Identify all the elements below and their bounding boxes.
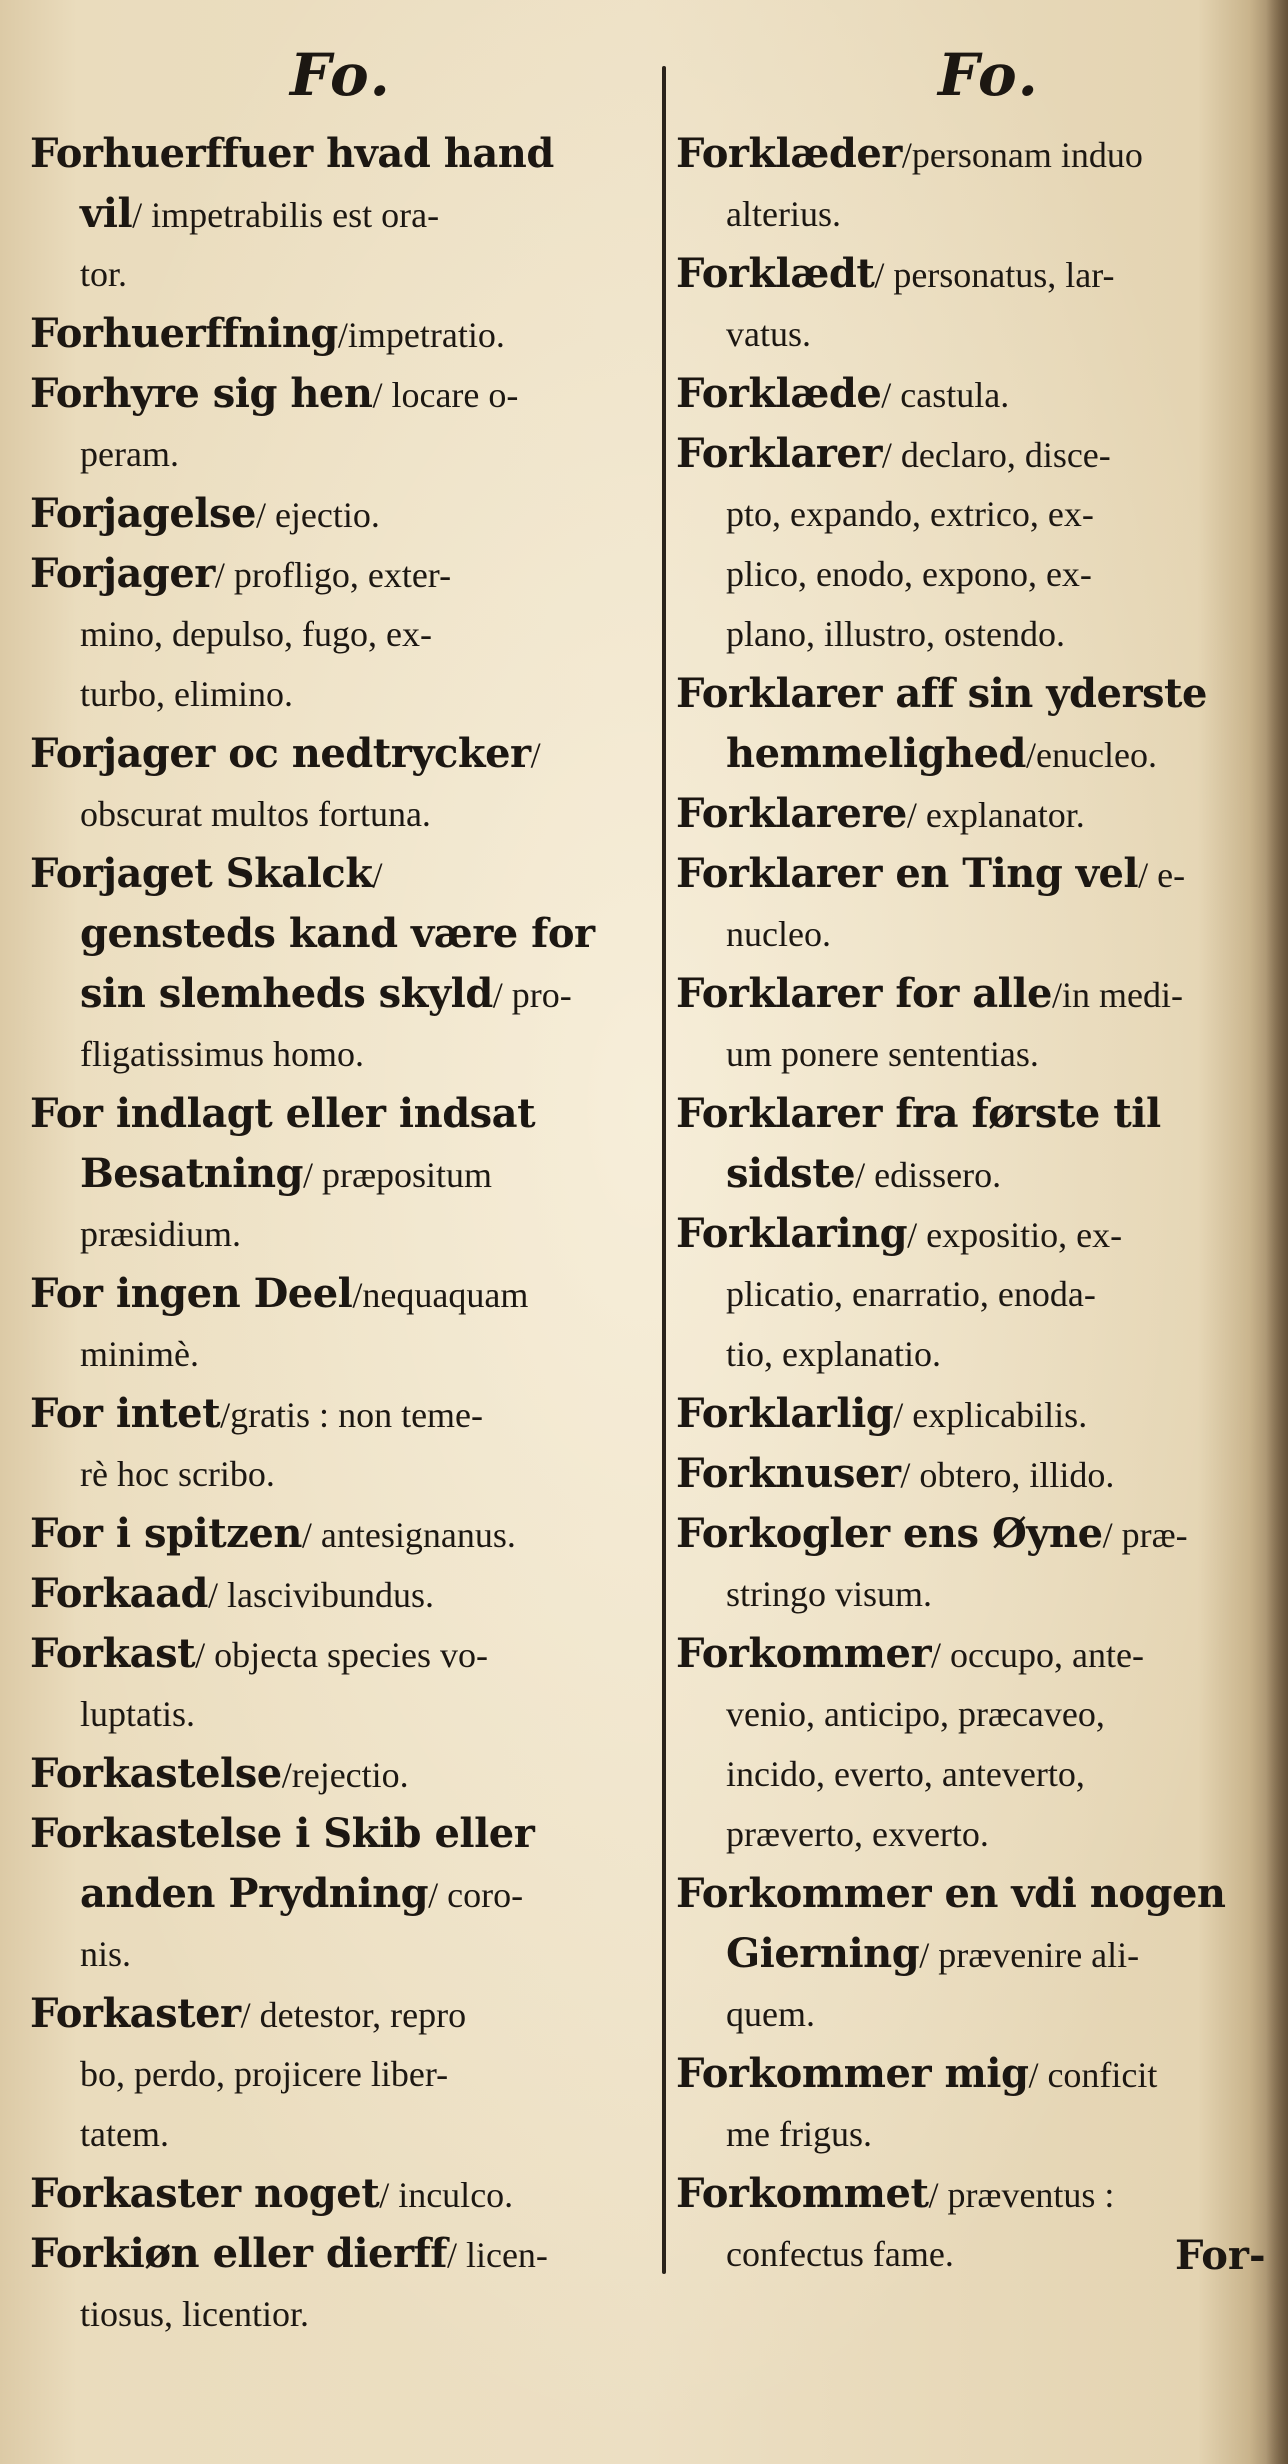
latin-gloss: /impetratio. (337, 315, 505, 355)
headword: For indlagt eller indsat (30, 1090, 536, 1137)
entry-line (30, 1264, 640, 1324)
latin-gloss: /rejectio. (281, 1755, 409, 1795)
left-column (30, 124, 640, 2344)
entry-line (30, 1984, 640, 2044)
headword: Forklæde (676, 370, 882, 417)
headword: Forklarlig (676, 1390, 894, 1437)
latin-gloss: / (372, 855, 383, 895)
dictionary-entry (30, 1984, 640, 2164)
headword: Forkommer (676, 1630, 932, 1677)
latin-gloss: luptatis. (80, 1694, 195, 1734)
headword: gensteds kand være for (80, 910, 595, 957)
latin-gloss: pto, expando, extrico, ex- (726, 494, 1094, 534)
entry-line (676, 2044, 1270, 2104)
headword: Forklarer (676, 430, 882, 477)
entry-line (676, 1504, 1270, 1564)
entry-line (676, 484, 1270, 544)
entry-line (30, 1384, 640, 1444)
latin-gloss: peram. (80, 434, 179, 474)
entry-line (676, 1744, 1270, 1804)
headword: Forhuerffuer hvad hand (30, 130, 554, 177)
entry-line (30, 1744, 640, 1804)
entry-line (30, 1084, 640, 1144)
entry-line (30, 724, 640, 784)
headword: Forjager oc nedtrycker (30, 730, 531, 777)
headword: Forjager (30, 550, 215, 597)
dictionary-entry (676, 1384, 1270, 1444)
dictionary-entry (676, 244, 1270, 364)
entry-line (30, 664, 640, 724)
entry-line (30, 1144, 640, 1204)
dictionary-entry (676, 124, 1270, 244)
entry-line (676, 1084, 1270, 1144)
latin-gloss: /personam induo (901, 135, 1143, 175)
latin-gloss: / impetrabilis est ora- (132, 195, 440, 235)
headword: Forhuerffning (30, 310, 338, 357)
dictionary-entry (30, 544, 640, 724)
latin-gloss: /gratis : non teme- (220, 1395, 484, 1435)
headword: Forkogler ens Øyne (676, 1510, 1103, 1557)
headword: sin slemheds skyld (80, 970, 493, 1017)
latin-gloss: fligatissimus homo. (80, 1034, 365, 1074)
entry-line (30, 2164, 640, 2224)
entry-line (30, 2284, 640, 2344)
headword: For ingen Deel (30, 1270, 353, 1317)
dictionary-entry (30, 2164, 640, 2224)
headword: Forklarer fra første til (676, 1090, 1161, 1137)
entry-line (30, 544, 640, 604)
headword: anden Prydning (80, 1870, 429, 1917)
dictionary-entry (30, 124, 640, 304)
latin-gloss: / præventus : (928, 2175, 1115, 2215)
dictionary-entry (30, 844, 640, 1084)
headword: For i spitzen (30, 1510, 302, 1557)
entry-line (676, 904, 1270, 964)
dictionary-entry (30, 724, 640, 844)
latin-gloss: confectus fame. (726, 2234, 954, 2274)
latin-gloss: plico, enodo, expono, ex- (726, 554, 1092, 594)
latin-gloss: venio, anticipo, præcaveo, (726, 1694, 1105, 1734)
latin-gloss: obscurat multos fortuna. (80, 794, 431, 834)
headword: Forklarer en Ting vel (676, 850, 1139, 897)
dictionary-entry (676, 1084, 1270, 1204)
latin-gloss: /nequaquam (352, 1275, 529, 1315)
entry-line (30, 1504, 640, 1564)
latin-gloss: minimè. (80, 1334, 199, 1374)
headword: Forklarer for alle (676, 970, 1052, 1017)
entry-line (30, 1564, 640, 1624)
headword: Forkaad (30, 1570, 208, 1617)
headword: Forkommer en vdi nogen (676, 1870, 1226, 1917)
entry-line (676, 2104, 1270, 2164)
entry-line (30, 1624, 640, 1684)
running-head-left: Fo. (290, 41, 392, 109)
latin-gloss: bo, perdo, projicere liber- (80, 2054, 449, 2094)
dictionary-entry (30, 1804, 640, 1984)
entry-line (30, 184, 640, 244)
entry-line (676, 724, 1270, 784)
dictionary-entry (676, 784, 1270, 844)
dictionary-entry (676, 364, 1270, 424)
latin-gloss: / personatus, lar- (874, 255, 1115, 295)
entry-line (676, 124, 1270, 184)
dictionary-entry (30, 1624, 640, 1744)
headword: Forkastelse i Skib eller (30, 1810, 535, 1857)
latin-gloss: / antesignanus. (301, 1515, 516, 1555)
dictionary-entry (30, 1744, 640, 1804)
entry-line (676, 1144, 1270, 1204)
entry-line (30, 244, 640, 304)
entry-line (30, 304, 640, 364)
catchword: For- (1175, 2232, 1266, 2279)
entry-line (676, 1984, 1270, 2044)
dictionary-entry (676, 1504, 1270, 1624)
headword: For intet (30, 1390, 221, 1437)
entry-line (30, 484, 640, 544)
latin-gloss: nucleo. (726, 914, 831, 954)
headword: Forkaster (30, 1990, 241, 2037)
entry-line (676, 844, 1270, 904)
entry-line (676, 1924, 1270, 1984)
entry-line (676, 1684, 1270, 1744)
headword: Forkiøn eller dierff (30, 2230, 447, 2277)
entry-line (30, 604, 640, 664)
headword: Forjaget Skalck (30, 850, 373, 897)
entry-line (676, 964, 1270, 1024)
entry-line (676, 1024, 1270, 1084)
latin-gloss: / (530, 735, 541, 775)
entry-line (676, 2164, 1270, 2224)
dictionary-entry (30, 1504, 640, 1564)
dictionary-entry (30, 304, 640, 364)
latin-gloss: / conficit (1028, 2055, 1158, 2095)
running-head-right: Fo. (938, 41, 1040, 109)
latin-gloss: / pro- (492, 975, 572, 1015)
headword: Forkastelse (30, 1750, 282, 1797)
entry-line (676, 1864, 1270, 1924)
headword: Forjagelse (30, 490, 256, 537)
latin-gloss: / occupo, ante- (931, 1635, 1144, 1675)
entry-line (676, 1324, 1270, 1384)
headword: Besatning (80, 1150, 303, 1197)
entry-line (676, 1204, 1270, 1264)
latin-gloss: / declaro, disce- (881, 435, 1111, 475)
entry-line (30, 844, 640, 904)
latin-gloss: me frigus. (726, 2114, 872, 2154)
latin-gloss: vatus. (726, 314, 811, 354)
entry-line (676, 1264, 1270, 1324)
dictionary-entry (30, 1084, 640, 1264)
column-divider (662, 66, 666, 2274)
latin-gloss: stringo visum. (726, 1574, 933, 1614)
headword: Forklaring (676, 1210, 908, 1257)
latin-gloss: / profligo, exter- (214, 555, 452, 595)
headword: Forkaster noget (30, 2170, 380, 2217)
entry-line (676, 664, 1270, 724)
entry-line (30, 1444, 640, 1504)
headword: Forklædt (676, 250, 875, 297)
entry-line (30, 1024, 640, 1084)
dictionary-entry (676, 2044, 1270, 2164)
latin-gloss: / expositio, ex- (907, 1215, 1123, 1255)
entry-line (676, 424, 1270, 484)
latin-gloss: nis. (80, 1934, 132, 1974)
entry-line (676, 1384, 1270, 1444)
latin-gloss: plano, illustro, ostendo. (726, 614, 1065, 654)
headword: Forhyre sig hen (30, 370, 373, 417)
dictionary-entry (30, 484, 640, 544)
entry-line (676, 244, 1270, 304)
entry-line (676, 1624, 1270, 1684)
dictionary-entry (676, 1624, 1270, 1864)
dictionary-entry (676, 1204, 1270, 1384)
headword: Forknuser (676, 1450, 901, 1497)
dictionary-entry (676, 844, 1270, 964)
latin-gloss: præverto, exverto. (726, 1814, 989, 1854)
entry-line (30, 964, 640, 1024)
entry-line (30, 2224, 640, 2284)
headword: Forklarere (676, 790, 907, 837)
entry-line (30, 1864, 640, 1924)
latin-gloss: turbo, elimino. (80, 674, 293, 714)
latin-gloss: tatem. (80, 2114, 169, 2154)
entry-line (676, 1444, 1270, 1504)
entry-line (676, 364, 1270, 424)
dictionary-entry (676, 964, 1270, 1084)
latin-gloss: / objecta species vo- (195, 1635, 488, 1675)
dictionary-entry (676, 1864, 1270, 2044)
entry-line (676, 184, 1270, 244)
latin-gloss: alterius. (726, 194, 841, 234)
latin-gloss: rè hoc scribo. (80, 1454, 275, 1494)
latin-gloss: / coro- (428, 1875, 524, 1915)
headword: Forkommer mig (676, 2050, 1029, 2097)
latin-gloss: / detestor, repro (240, 1995, 467, 2035)
entry-line (676, 1804, 1270, 1864)
entry-line (30, 2044, 640, 2104)
latin-gloss: um ponere sententias. (726, 1034, 1039, 1074)
entry-line (30, 2104, 640, 2164)
latin-gloss: / lascivibundus. (207, 1575, 434, 1615)
latin-gloss: præsidium. (80, 1214, 242, 1254)
headword: Forkast (30, 1630, 196, 1677)
dictionary-entry (30, 1264, 640, 1384)
headword: vil (80, 190, 133, 237)
latin-gloss: / ejectio. (255, 495, 380, 535)
dictionary-entry (676, 664, 1270, 784)
latin-gloss: / prævenire ali- (919, 1935, 1140, 1975)
entry-line (30, 364, 640, 424)
latin-gloss: /in medi- (1051, 975, 1183, 1015)
latin-gloss: mino, depulso, fugo, ex- (80, 614, 432, 654)
right-column (676, 124, 1270, 2284)
latin-gloss: / locare o- (372, 375, 519, 415)
latin-gloss: / explanator. (906, 795, 1085, 835)
headword: sidste (726, 1150, 856, 1197)
entry-line (30, 1684, 640, 1744)
entry-line (30, 904, 640, 964)
entry-line (30, 1204, 640, 1264)
dictionary-entry (30, 1384, 640, 1504)
headword: hemmelighed (726, 730, 1026, 777)
entry-line (30, 784, 640, 844)
latin-gloss: / obtero, illido. (900, 1455, 1115, 1495)
latin-gloss: / e- (1138, 855, 1186, 895)
headword: Gierning (726, 1930, 920, 1977)
entry-line (676, 604, 1270, 664)
entry-line (30, 124, 640, 184)
latin-gloss: tor. (80, 254, 128, 294)
entry-line (30, 424, 640, 484)
latin-gloss: /enucleo. (1026, 735, 1157, 775)
entry-line (676, 544, 1270, 604)
latin-gloss: quem. (726, 1994, 815, 2034)
headword: Forklarer aff sin yderste (676, 670, 1207, 717)
latin-gloss: / inculco. (379, 2175, 514, 2215)
dictionary-entry (30, 2224, 640, 2344)
latin-gloss: / castula. (881, 375, 1010, 415)
entry-line (676, 784, 1270, 844)
dictionary-entry (30, 1564, 640, 1624)
latin-gloss: / præ- (1102, 1515, 1188, 1555)
latin-gloss: / præpositum (303, 1155, 493, 1195)
latin-gloss: / explicabilis. (893, 1395, 1088, 1435)
entry-line (676, 1564, 1270, 1624)
dictionary-entry (676, 1444, 1270, 1504)
latin-gloss: incido, everto, anteverto, (726, 1754, 1085, 1794)
latin-gloss: tiosus, licentior. (80, 2294, 309, 2334)
latin-gloss: plicatio, enarratio, enoda- (726, 1274, 1096, 1314)
headword: Forkommet (676, 2170, 929, 2217)
dictionary-entry (30, 364, 640, 484)
latin-gloss: tio, explanatio. (726, 1334, 941, 1374)
entry-line (30, 1804, 640, 1864)
dictionary-entry (676, 424, 1270, 664)
latin-gloss: / licen- (446, 2235, 548, 2275)
entry-line (676, 304, 1270, 364)
headword: Forklæder (676, 130, 902, 177)
latin-gloss: / edissero. (855, 1155, 1002, 1195)
entry-line (30, 1924, 640, 1984)
entry-line (30, 1324, 640, 1384)
